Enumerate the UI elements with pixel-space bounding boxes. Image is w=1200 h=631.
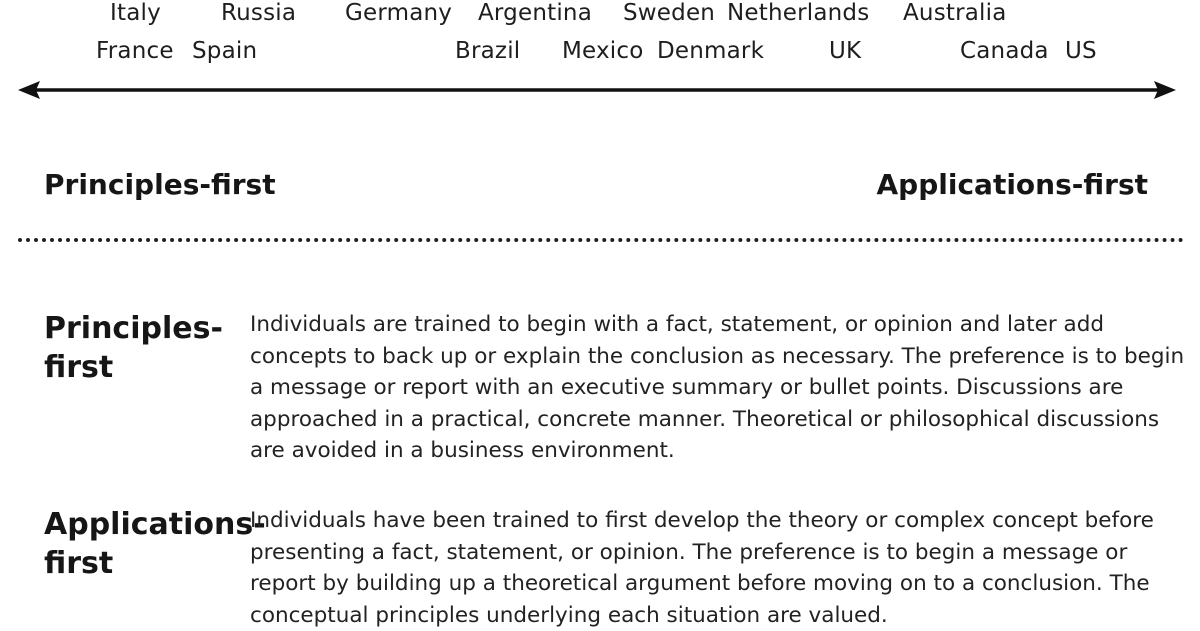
country-label-netherlands: Netherlands (727, 0, 870, 26)
definition-text-applications-first: Individuals have been trained to first develop the theory or complex concept before presenting a fact, statement, or opinion. The preference is to begin a message or report by building up a theoretical argument before moving on to a conclusion. The conceptual principles underlying each situation are valued. (250, 508, 1154, 628)
country-label-france: France (96, 38, 174, 64)
country-label-us: US (1065, 38, 1097, 64)
country-label-germany: Germany (345, 0, 453, 26)
country-label-brazil: Brazil (455, 38, 521, 64)
country-label-australia: Australia (903, 0, 1007, 26)
country-label-mexico: Mexico (562, 38, 644, 64)
country-label-russia: Russia (221, 0, 297, 26)
double-arrow-scale (0, 72, 1200, 108)
country-label-argentina: Argentina (478, 0, 592, 26)
scale-right-label: Applications-first (876, 168, 1148, 201)
country-label-italy: Italy (110, 0, 161, 26)
country-label-sweden: Sweden (623, 0, 716, 26)
country-label-canada: Canada (960, 38, 1049, 64)
country-label-spain: Spain (192, 38, 258, 64)
definition-term-principles-first: Principles-first (44, 311, 223, 385)
country-label-denmark: Denmark (657, 38, 765, 64)
dotted-divider (18, 238, 1184, 242)
scale-left-label: Principles-first (44, 168, 276, 201)
country-label-uk: UK (829, 38, 862, 64)
definition-text-principles-first: Individuals are trained to begin with a fact, statement, or opinion and later add concepts to back up or explain the conclusion as necessary. The preference is to begin a message or report with an executive summary or bullet points. Discussions are approached in a practical, concrete manner. Theoretical or philosophical discussions are avoided in a business environment. (250, 312, 1185, 463)
definition-term-applications-first: Applications-first (44, 507, 266, 581)
